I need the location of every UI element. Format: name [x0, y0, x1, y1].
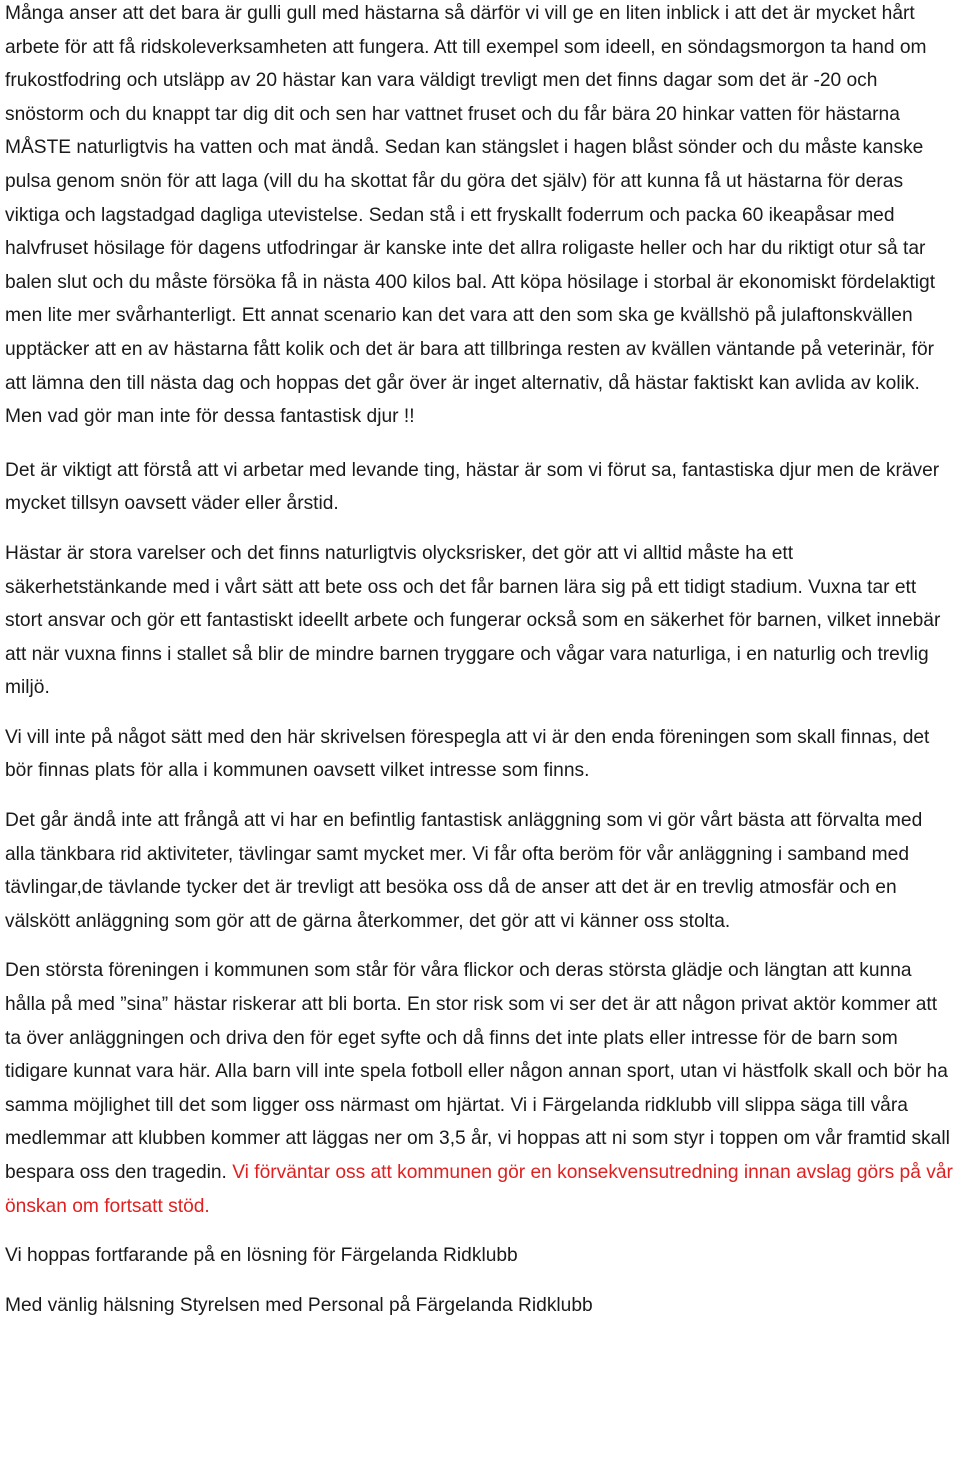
paragraph-living-creatures: Det är viktigt att förstå att vi arbetar med levande ting, hästar är som vi förut sa, fantastiska djur men de kräver mycket tillsyn oavsett väder eller årstid.: [5, 459, 940, 515]
highlighted-demand-text: Vi förväntar oss att kommunen gör en konsekvensutredning innan avslag görs på vår önskan om fortsatt stöd.: [5, 1162, 953, 1217]
paragraph-not-only-club: Vi vill inte på något sätt med den här skrivelsen förespegla att vi är den enda föreningen som skall finnas, det bör finnas plats för alla i kommunen oavsett vilket intresse som finns.: [5, 726, 930, 782]
paragraph-largest-club: [5, 954, 956, 1223]
signature-line: Med vänlig hälsning Styrelsen med Personal på Färgelanda Ridklubb: [5, 1294, 593, 1316]
paragraph-safety: Hästar är stora varelser och det finns naturligtvis olycksrisker, det gör att vi alltid måste ha ett säkerhetstänkande med i vårt sätt att bete oss och det får barnen lära sig på ett tidigt stadium. Vuxna tar ett stort ansvar och gör ett fantastiskt ideellt arbete och fungerar också som en säkerhet för barnen, vilket innebär att när vuxna finns i stallet så blir de mindre barnen tryggare och vågar vara naturliga, i en naturlig och trevlig miljö.: [5, 542, 941, 699]
paragraph-hope: Vi hoppas fortfarande på en lösning för Färgelanda Ridklubb: [5, 1245, 518, 1267]
paragraph-horse-work: Många anser att det bara är gulli gull med hästarna så därför vi vill ge en liten inblick i att det är mycket hårt arbete för att få ridskoleverksamheten att fungera. Att till exempel som ideell, en söndagsmorgon ta hand om frukostfodring och utsläpp av 20 hästar kan vara väldigt trevligt men det finns dagar som det är -20 och snöstorm och du knappt tar dig dit och sen har vattnet fruset och du får bära 20 hinkar vatten för hästarna MÅSTE naturligtvis ha vatten och mat ändå. Sedan kan stängslet i hagen blåst sönder och du måste kanske pulsa genom snön för att laga (vill du ha skottat får du göra det själv) för att kunna få ut hästarna för deras viktiga och lagstadgad dagliga utevistelse. Sedan stå i ett fryskallt foderrum och packa 60 ikeapåsar med halvfruset hösilage för dagens utfodringar är kanske inte det allra roligaste heller och har du riktigt otur så tar balen slut och du måste försöka få in nästa 400 kilos bal. Att köpa hösilage i storbal är ekonomiskt fördelaktigt men lite mer svårhanterligt. Ett annat scenario kan det vara att den som ska ge kvällshö på julaftonskvällen upptäcker att en av hästarna fått kolik och det är bara att tillbringa resten av kvällen väntande på veterinär, för att lämna den till nästa dag och hoppas det går över är inget alternativ, då hästar faktiskt kan avlida av kolik. Men vad gör man inte för dessa fantastisk djur !!: [5, 3, 936, 428]
paragraph-largest-club-text: Den största föreningen i kommunen som står för våra flickor och deras största glädje och längtan att kunna hålla på med ”sina” hästar riskerar att bli borta. En stor risk som vi ser det är att någon privat aktör kommer att ta över anläggningen och driva den för eget syfte och då finns det inte plats eller intresse för de barn som tidigare kunnat vara här. Alla barn vill inte spela fotboll eller någon annan sport, utan vi hästfolk skall och bör ha samma möjlighet till det som ligger oss närmast om hjärtat. Vi i Färgelanda ridklubb vill slippa säga till våra medlemmar att klubben kommer att läggas ner om 3,5 år, vi hoppas att ni som styr i toppen om vår framtid skall bespara oss den tragedin.: [5, 960, 950, 1183]
paragraph-facility: Det går ändå inte att frångå att vi har en befintlig fantastisk anläggning som vi gör vårt bästa att förvalta med alla tänkbara rid aktiviteter, tävlingar samt mycket mer. Vi får ofta beröm för vår anläggning i samband med tävlingar,de tävlande tycker det är trevligt att besöka oss då de anser att det är en trevlig atmosfär och en välskött anläggning som gör att de gärna återkommer, det gör att vi känner oss stolta.: [5, 810, 923, 932]
